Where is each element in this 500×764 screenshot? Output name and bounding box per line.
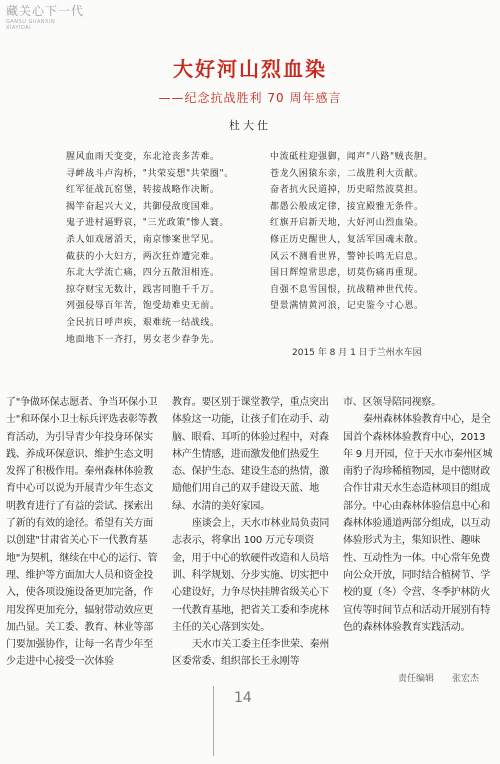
- poem-left-column: [66, 149, 234, 348]
- poem-line: 地面地下一齐打，男女老少春争先。: [66, 334, 220, 345]
- poem-line: 修正历史醒世人，复活军国魂未散。: [270, 234, 424, 245]
- poem-line: 掠夺财宝无数计，践害同胞千千万。: [66, 284, 220, 295]
- body-column-1: [6, 394, 162, 671]
- body-paragraph: 天水市关工委主任李世荣、秦州区委常委、组织部长王永刚等: [172, 639, 330, 668]
- logo-subtext-1: GANSU GUANXIN: [6, 19, 56, 25]
- poem-line: 苍龙久困猿东亲，二战胜利大贡献。: [270, 168, 424, 179]
- poem-line: 杀人如戏屠滔天，南京惨案世罕见。: [66, 234, 220, 245]
- poem-line: 鬼子进村逼野哀，"三光政策"惨人寰。: [66, 218, 230, 229]
- author-name: 杜大仕: [229, 119, 271, 132]
- body-paragraph: 了"争做环保志愿者、争当环保小卫士"和环保小卫士标兵评选表彰等教育活动，为引导青少年投身环保实践、养成环保意识、维护生态文明发挥了积极作用。秦州森林体验教育中心可以说为开展青少年生态文明教育进行了有益的尝试、探索出了新的有效的途径。希望有关方面以创建"甘肃省关心下一代教育基地"为契机，继续在中心的运行、管理、维护等方面加大人员和资金投入，使各项设施设备更加完备，作用发挥更加充分，辐射带动效应更加凸显。关工委、教育、林业等部门要加强协作，让每一名青少年至少走进中心接受一次体验: [6, 397, 158, 668]
- magazine-logo: [6, 2, 96, 34]
- body-paragraph: 秦州森林体验教育中心，是全国首个森林体验教育中心，2013 年 9 月开园，位于天水市秦州区城南豹子沟珍稀植物园，是中德财政合作甘肃天水生态造林项目的组成部分。中心由森林体验信息中心和森林体验通道两部分组成，以互动体验形式为主，集知识性、趣味性、互动性为一体。中心常年免费向公众开放，同时结合植树节、学校的夏（冬）令营、冬季护林防火宣传等时间节点和活动开展别有特色的森林体验教育实践活动。: [343, 414, 493, 633]
- poem-line: 揭竿奋起兴大义，共御侵敌度国难。: [66, 201, 220, 212]
- poem-line: 红军征战瓦窑堡，转接战略作决断。: [66, 185, 220, 196]
- poem-line: 列强侵辱百年苦，饱受劫难史无前。: [66, 301, 220, 312]
- footer-divider: [213, 686, 214, 756]
- poem-right-column: [270, 149, 433, 315]
- poem-line: 风云不测看世界，警钟长鸣无启息。: [270, 251, 424, 262]
- logo-text: 藏关心下一代: [6, 4, 85, 18]
- body-column-2: [172, 394, 332, 671]
- responsible-editor: 责任编辑 张宏杰: [398, 674, 480, 684]
- poem-line: 寻衅战斗卢沟桥，"共荣妄想"共荣圈"。: [66, 168, 234, 179]
- body-paragraph: 座谈会上，天水市林业局负责同志表示，将拿出 100 万元专项资金，用于中心的软硬件改造和人员培训、科学规划、分步实施、切实把中心建设好，力争尽快挂牌省级关心下一代教育基地，把省关工委和李虎林主任的关心落到实处。: [172, 518, 330, 633]
- body-paragraph: 教育。要区别于课堂教学，重点突出体验这一功能，让孩子们在动手、动脑、眼看、耳听的体验过程中，对森林产生情感，进而激发他们热爱生态、保护生态、建设生态的热情，激励他们用自己的双手建设天蓝、地绿、水清的美好家园。: [172, 397, 329, 512]
- body-column-3: [343, 394, 497, 636]
- poem-line: 国日辉煌常思虑，切莫伤痛再重现。: [270, 268, 424, 279]
- poem-line: 东北大学流亡痛，四分五散泪相连。: [66, 268, 220, 279]
- poem-line: 红旗开启新天地，大好河山烈血染。: [270, 218, 424, 229]
- poem-line: 腥风血雨天变变，东北沧丧多苦难。: [66, 152, 220, 162]
- poem-date: 2015 年 8 月 1 日于兰州水车园: [292, 348, 422, 358]
- poem-line: 自强不息雪国恨，抗战精神世代传。: [270, 284, 424, 295]
- poem-line: 截获的小大妇方，两次狂炸遭完难。: [66, 251, 220, 262]
- poem-line: 奋者抗火民道掉，历史昭然波莫担。: [270, 185, 424, 196]
- article-title: 大好河山烈血染: [173, 57, 327, 81]
- poem-line: 全民抗日呼声疾，艰难统一结战线。: [66, 317, 220, 328]
- poem-line: 中流砥柱迎强御，闻声"八路"贼丧胆。: [270, 152, 434, 162]
- article-subtitle: ——纪念抗战胜利 70 周年感言: [158, 91, 342, 105]
- page-number: 14: [234, 690, 252, 706]
- poem-line: 望景满情黄河浪，记史鉴今寸心恩。: [270, 301, 424, 312]
- body-paragraph: 市、区领导陪同视察。: [343, 397, 441, 408]
- logo-subtext-2: XIAYIDAI: [6, 25, 32, 31]
- poem-line: 都愚公般成定律，接宜殿雅无条件。: [270, 201, 424, 212]
